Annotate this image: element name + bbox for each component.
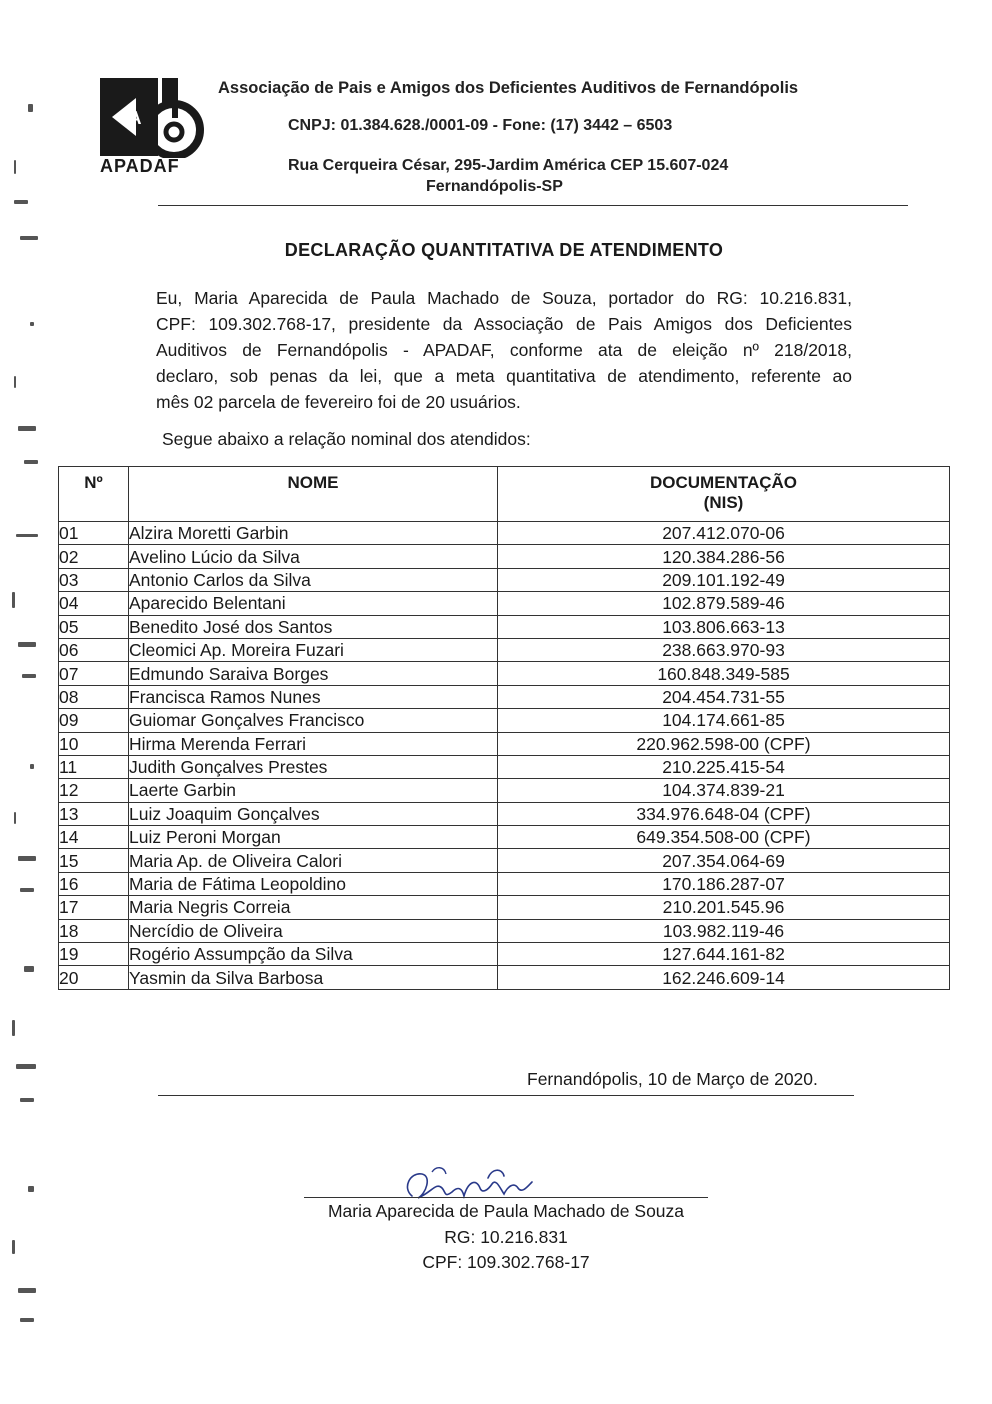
table-row [59,638,950,661]
paragraph-line: declaro, sob penas da lei, que a meta quantitativa de atendimento, referente ao [156,366,852,386]
row-name: Antonio Carlos da Silva [129,568,498,591]
row-document: 220.962.598-00 (CPF) [498,732,950,755]
table-header-row [59,467,950,522]
row-name: Maria de Fátima Leopoldino [129,872,498,895]
declaration-paragraph [156,285,852,415]
row-name: Laerte Garbin [129,779,498,802]
row-name: Aparecido Belentani [129,592,498,615]
row-document: 102.879.589-46 [498,592,950,615]
row-number: 01 [59,522,129,545]
signer-rg: RG: 10.216.831 [444,1227,568,1247]
logo-wordmark: APADAF [100,156,180,176]
row-name: Rogério Assumpção da Silva [129,943,498,966]
table-row [59,709,950,732]
header-doc [498,467,950,522]
attendees-table [58,466,950,990]
row-number: 13 [59,802,129,825]
row-number: 10 [59,732,129,755]
row-name: Yasmin da Silva Barbosa [129,966,498,989]
table-row [59,615,950,638]
row-number: 09 [59,709,129,732]
table-row [59,779,950,802]
header-num: Nº [59,467,129,522]
row-document: 160.848.349-585 [498,662,950,685]
row-number: 20 [59,966,129,989]
row-document: 238.663.970-93 [498,638,950,661]
row-name: Benedito José dos Santos [129,615,498,638]
table-row [59,802,950,825]
org-name: Associação de Pais e Amigos dos Deficientes Auditivos de Fernandópolis [218,79,799,97]
table-row [59,943,950,966]
signer-cpf: CPF: 109.302.768-17 [422,1252,590,1272]
table-row [59,872,950,895]
row-number: 15 [59,849,129,872]
row-name: Nercídio de Oliveira [129,919,498,942]
row-number: 12 [59,779,129,802]
signer-name: Maria Aparecida de Paula Machado de Souza [327,1201,685,1221]
row-name: Francisca Ramos Nunes [129,685,498,708]
row-document: 207.354.064-69 [498,849,950,872]
row-name: Hirma Merenda Ferrari [129,732,498,755]
table-row [59,592,950,615]
row-document: 103.982.119-46 [498,919,950,942]
table-body [59,522,950,990]
row-number: 14 [59,826,129,849]
row-name: Alzira Moretti Garbin [129,522,498,545]
header-doc-line1: DOCUMENTAÇÃO [649,473,797,492]
row-number: 03 [59,568,129,591]
row-document: 103.806.663-13 [498,615,950,638]
table-row [59,849,950,872]
row-document: 209.101.192-49 [498,568,950,591]
row-number: 06 [59,638,129,661]
row-number: 18 [59,919,129,942]
row-name: Luiz Peroni Morgan [129,826,498,849]
row-number: 05 [59,615,129,638]
table-row [59,732,950,755]
table-row [59,919,950,942]
document-title: DECLARAÇÃO QUANTITATIVA DE ATENDIMENTO [284,240,724,260]
row-document: 170.186.287-07 [498,872,950,895]
row-number: 02 [59,545,129,568]
table-row [59,662,950,685]
row-document: 210.201.545.96 [498,896,950,919]
org-address: Rua Cerqueira César, 295-Jardim América CEP 15.607-024 [288,157,729,174]
header-name: NOME [129,467,498,522]
org-city: Fernandópolis-SP [426,178,563,195]
row-number: 04 [59,592,129,615]
header-divider [158,205,908,206]
table-row [59,826,950,849]
row-document: 127.644.161-82 [498,943,950,966]
row-document: 104.174.661-85 [498,709,950,732]
table-row [59,755,950,778]
row-number: 11 [59,755,129,778]
row-number: 17 [59,896,129,919]
row-name: Avelino Lúcio da Silva [129,545,498,568]
table-row [59,522,950,545]
row-document: 210.225.415-54 [498,755,950,778]
signature-line [304,1197,708,1198]
date-divider [158,1095,854,1096]
row-document: 162.246.609-14 [498,966,950,989]
row-name: Guiomar Gonçalves Francisco [129,709,498,732]
row-number: 16 [59,872,129,895]
place-date: Fernandópolis, 10 de Março de 2020. [527,1069,818,1089]
org-cnpj-phone: CNPJ: 01.384.628./0001-09 - Fone: (17) 3442 – 6503 [288,117,673,134]
row-name: Luiz Joaquim Gonçalves [129,802,498,825]
row-name: Maria Ap. de Oliveira Calori [129,849,498,872]
paragraph-line: CPF: 109.302.768-17, presidente da Associação de Pais Amigos dos Deficientes [156,314,852,334]
table-row [59,685,950,708]
row-name: Cleomici Ap. Moreira Fuzari [129,638,498,661]
row-document: 649.354.508-00 (CPF) [498,826,950,849]
logo-emblem-icon [98,78,210,158]
paragraph-line: Eu, Maria Aparecida de Paula Machado de Souza, portador do RG: 10.216.831, [156,288,852,308]
table-row [59,896,950,919]
row-document: 334.976.648-04 (CPF) [498,802,950,825]
apadaf-logo [98,78,210,176]
row-document: 104.374.839-21 [498,779,950,802]
logo-letter: A [128,108,142,128]
table-row [59,568,950,591]
header-doc-line2: (NIS) [703,493,744,512]
row-name: Maria Negris Correia [129,896,498,919]
row-number: 08 [59,685,129,708]
table-row [59,545,950,568]
list-intro: Segue abaixo a relação nominal dos atendidos: [162,429,531,449]
row-document: 120.384.286-56 [498,545,950,568]
paragraph-line: Auditivos de Fernandópolis - APADAF, conforme ata de eleição nº 218/2018, [156,340,852,360]
row-name: Judith Gonçalves Prestes [129,755,498,778]
paragraph-line: mês 02 parcela de fevereiro foi de 20 usuários. [156,392,521,412]
row-number: 19 [59,943,129,966]
row-name: Edmundo Saraiva Borges [129,662,498,685]
row-document: 204.454.731-55 [498,685,950,708]
row-number: 07 [59,662,129,685]
table-row [59,966,950,989]
row-document: 207.412.070-06 [498,522,950,545]
